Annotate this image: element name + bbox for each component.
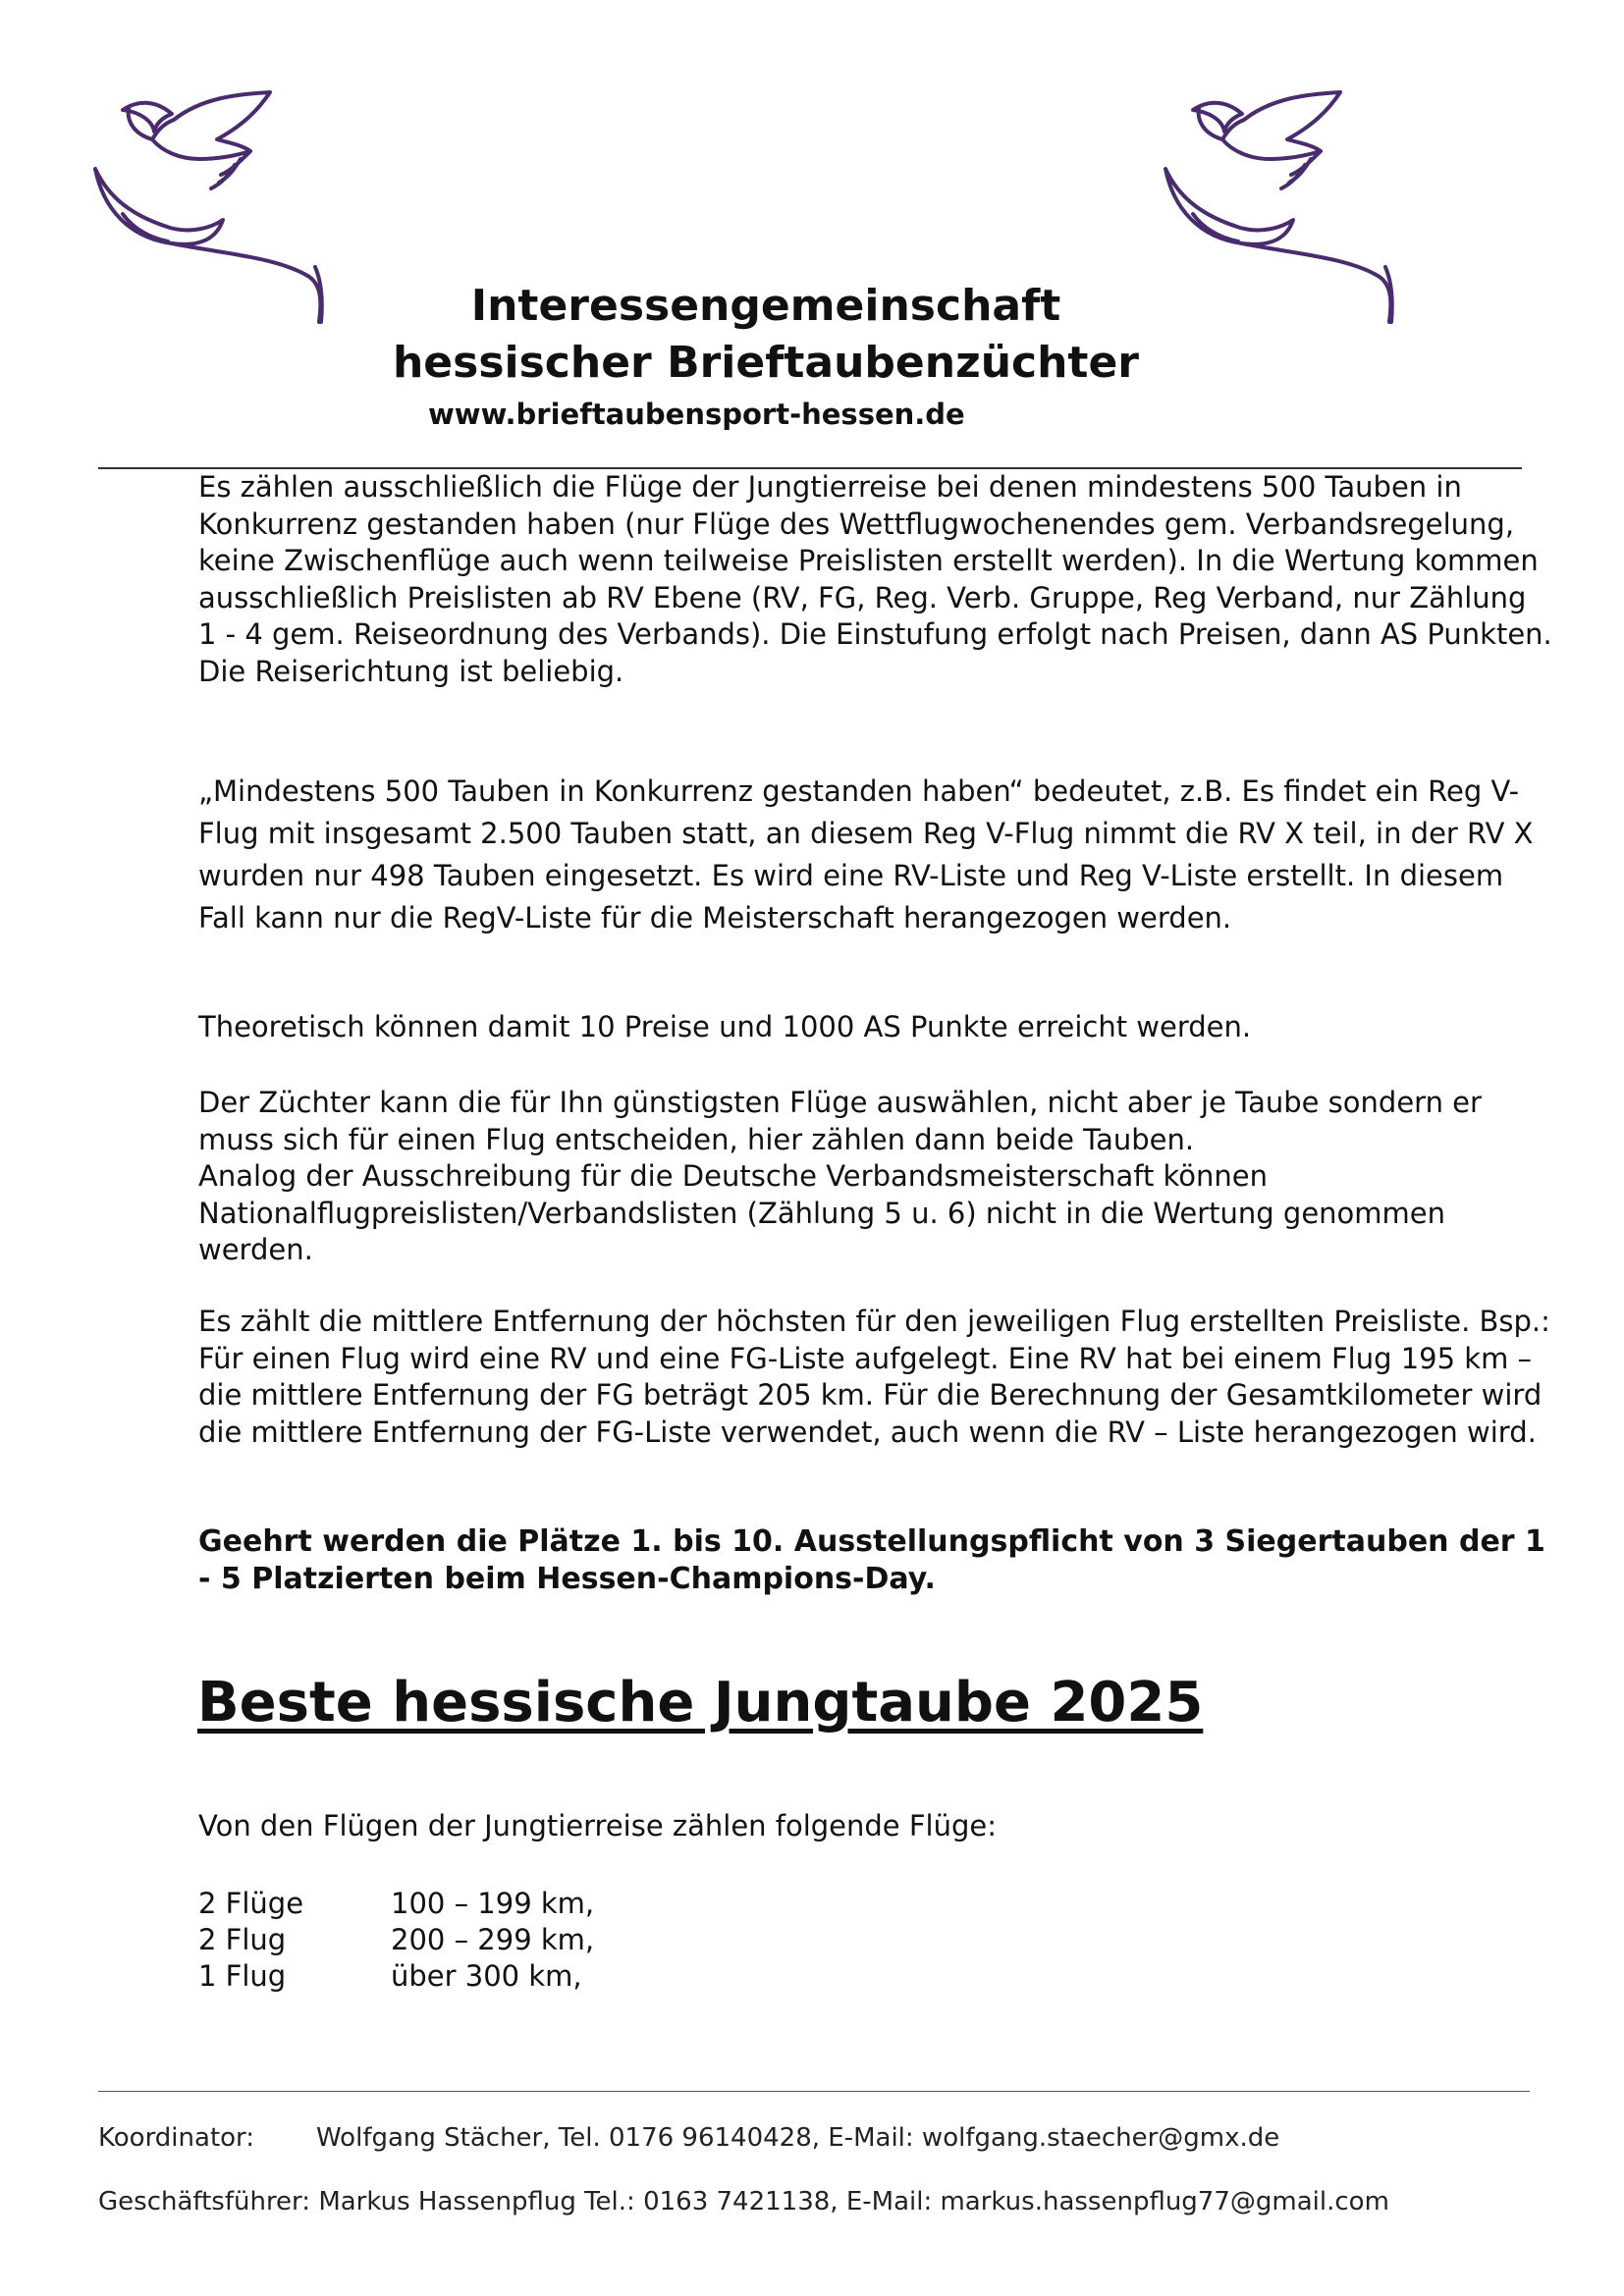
flight-count: 1 Flug <box>198 1959 287 1993</box>
flight-range: 100 – 199 km, <box>391 1887 595 1920</box>
flight-range: über 300 km, <box>391 1959 582 1993</box>
flight-count: 2 Flug <box>198 1923 287 1956</box>
manager-text: Geschäftsführer: Markus Hassenpflug Tel.: 0163 7421138, E-Mail: markus.hassenpflug77@gmail.com <box>98 2187 1389 2216</box>
rules-text-direction: Die Reiserichtung ist beliebig. <box>198 654 624 688</box>
footer-divider <box>98 2091 1530 2092</box>
rules-text: Es zählen ausschließlich die Flüge der Jungtierreise bei denen mindestens 500 Tauben in Konkurrenz gestanden haben (nur Flüge des Wettflugwochenendes gem. Verbandsregelung, keine Zwischenflüge auch wenn teilweise Preislisten erstellt werden). In die Wertung kommen ausschließlich Preislisten ab RV Ebene (RV, FG, Reg. Verb. Gruppe, Reg Verband, nur Zählung 1 - 4 gem. Reiseordnung des Verbands). Die Einstufung erfolgt nach Preisen, dann AS Punkten. <box>198 470 1552 651</box>
coordinator-label: Koordinator: <box>98 2123 255 2153</box>
selection-text: Der Züchter kann die für Ihn günstigsten Flüge auswählen, nicht aber je Taube sondern er muss sich für einen Flug entscheiden, hier zählen dann beide Tauben. <box>198 1086 1482 1156</box>
flights-intro: Von den Flügen der Jungtierreise zählen folgende Flüge: <box>198 1809 998 1842</box>
selection-paragraph <box>198 1085 1553 1269</box>
example-paragraph: „Mindestens 500 Tauben in Konkurrenz gestanden haben“ bedeutet, z.B. Es findet ein Reg V-Flug mit insgesamt 2.500 Tauben statt, an diesem Reg V-Flug nimmt die RV X teil, in der RV X wurden nur 498 Tauben eingesetzt. Es wird eine RV-Liste und Reg V-Liste erstellt. In diesem Fall kann nur die RegV-Liste für die Meisterschaft herangezogen werden. <box>198 774 1534 934</box>
section-heading: Beste hessische Jungtaube 2025 <box>197 1671 1204 1735</box>
flight-count: 2 Flüge <box>198 1887 304 1920</box>
distance-paragraph: Es zählt die mittlere Entfernung der höchsten für den jeweiligen Flug erstellten Preisliste. Bsp.: Für einen Flug wird eine RV und eine FG-Liste aufgelegt. Eine RV hat bei einem Flug 195 km – die mittlere Entfernung der FG beträgt 205 km. Für die Berechnung der Gesamtkilometer wird die mittlere Entfernung der FG-Liste verwendet, auch wenn die RV – Liste herangezogen wird. <box>198 1305 1550 1449</box>
website-link[interactable]: www.brieftaubensport-hessen.de <box>428 398 965 431</box>
coordinator-text: Wolfgang Stächer, Tel. 0176 96140428, E-Mail: wolfgang.staecher@gmx.de <box>316 2123 1280 2153</box>
flight-range: 200 – 299 km, <box>391 1923 595 1956</box>
page-title-line2: hessischer Brieftaubenzüchter <box>392 338 1139 388</box>
analog-text: Analog der Ausschreibung für die Deutsche Verbandsmeisterschaft können Nationalflugpreislisten/Verbandslisten (Zählung 5 u. 6) nicht in die Wertung genommen werden. <box>198 1159 1446 1266</box>
page-title-line1: Interessengemeinschaft <box>470 281 1061 331</box>
honors-paragraph: Geehrt werden die Plätze 1. bis 10. Ausstellungspflicht von 3 Siegertauben der 1 - 5 Platzierten beim Hessen-Champions-Day. <box>198 1524 1545 1596</box>
theory-paragraph: Theoretisch können damit 10 Preise und 1000 AS Punkte erreicht werden. <box>198 1010 1252 1043</box>
rules-paragraph <box>198 469 1553 690</box>
